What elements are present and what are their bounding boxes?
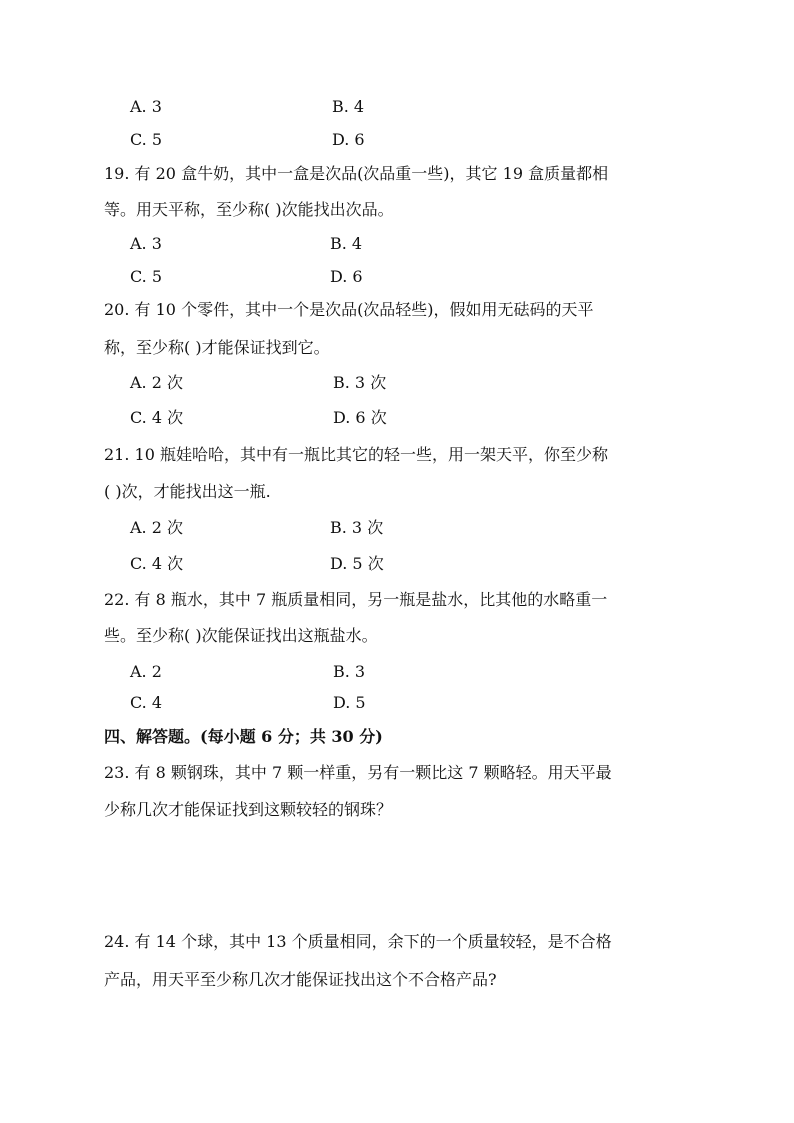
q19-option-d: D. 6: [330, 267, 363, 286]
q19-option-c: C. 5: [130, 267, 163, 286]
q23-text-line1: 23. 有 8 颗钢珠，其中 7 颗一样重，另有一颗比这 7 颗略轻。用天平最: [104, 763, 612, 782]
q24-text-line2: 产品，用天平至少称几次才能保证找出这个不合格产品?: [104, 970, 497, 989]
q18-option-b: B. 4: [332, 97, 365, 116]
q22-option-a: A. 2: [130, 662, 162, 681]
q22-text-line2: 些。至少称( )次能保证找出这瓶盐水。: [104, 626, 378, 645]
q18-option-c: C. 5: [130, 130, 163, 149]
q20-option-b: B. 3 次: [333, 373, 387, 392]
q22-option-d: D. 5: [333, 693, 366, 712]
q22-option-c: C. 4: [130, 693, 163, 712]
q21-option-c: C. 4 次: [130, 554, 184, 573]
q19-text-line2: 等。用天平称，至少称( )次能找出次品。: [104, 200, 394, 219]
q21-text-line1: 21. 10 瓶娃哈哈，其中有一瓶比其它的轻一些，用一架天平，你至少称: [104, 445, 608, 464]
q20-option-c: C. 4 次: [130, 408, 184, 427]
q22-option-b: B. 3: [333, 662, 366, 681]
q24-text-line1: 24. 有 14 个球，其中 13 个质量相同，余下的一个质量较轻，是不合格: [104, 932, 612, 951]
q20-option-d: D. 6 次: [333, 408, 387, 427]
q21-option-b: B. 3 次: [330, 518, 384, 537]
q23-text-line2: 少称几次才能保证找到这颗较轻的钢珠？: [104, 800, 393, 819]
q19-option-a: A. 3: [130, 234, 162, 253]
q20-text-line2: 称，至少称( )才能保证找到它。: [104, 338, 330, 357]
q19-text-line1: 19. 有 20 盒牛奶，其中一盒是次品(次品重一些)，其它 19 盒质量都相: [104, 164, 609, 183]
q20-text-line1: 20. 有 10 个零件，其中一个是次品(次品轻些)，假如用无砝码的天平: [104, 300, 594, 319]
q21-text-line2: ( )次，才能找出这一瓶.: [104, 482, 271, 501]
q18-option-a: A. 3: [130, 97, 162, 116]
q20-option-a: A. 2 次: [130, 373, 183, 392]
q18-option-d: D. 6: [332, 130, 365, 149]
section-heading: 四、解答题。(每小题 6 分；共 30 分): [104, 727, 383, 746]
q22-text-line1: 22. 有 8 瓶水，其中 7 瓶质量相同，另一瓶是盐水，比其他的水略重一: [104, 590, 608, 609]
q19-option-b: B. 4: [330, 234, 363, 253]
q21-option-a: A. 2 次: [130, 518, 183, 537]
q21-option-d: D. 5 次: [330, 554, 384, 573]
